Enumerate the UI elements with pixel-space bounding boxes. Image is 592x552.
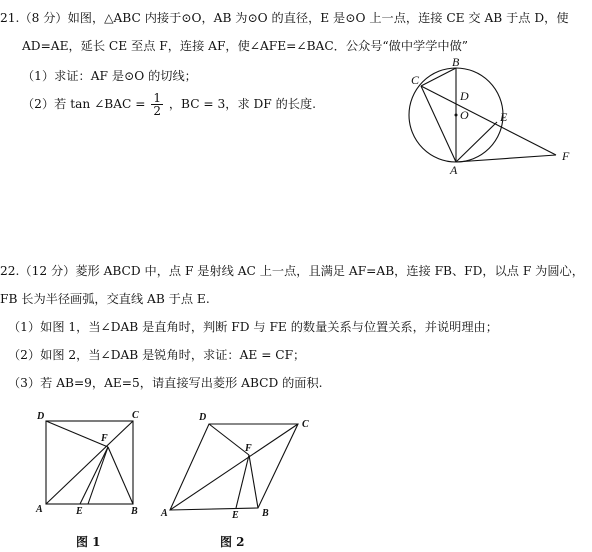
q22-line1: 22.（12 分）菱形 ABCD 中，点 F 是射线 AC 上一点，且满足 AF=AB，连接 FB、FD，以点 F 为圆心， [0,264,584,278]
label-c: C [411,73,420,87]
label-e: E [500,110,508,124]
q21-part2-a: （2）若 tan ∠BAC = [22,97,146,111]
fig2-label-b: B [262,508,269,519]
fig2-label-f: F [245,443,252,454]
q22-line2: FB 长为半径画弧，交直线 AB 于点 E. [0,292,210,306]
segment-fe [236,455,249,508]
q21-part1: （1）求证：AF 是⊙O 的切线； [22,69,197,83]
fig2-label-e: E [232,510,239,521]
fig1-label-a: A [36,504,43,515]
label-a: A [450,163,458,177]
fig1-label-f: F [101,433,108,444]
fig2-label-a: A [161,508,168,519]
label-b: B [452,55,460,69]
segment-fb [249,455,258,508]
fig1-caption: 图 1 [76,535,101,549]
q22-part1: （1）如图 1，当∠DAB 是直角时，判断 FD 与 FE 的数量关系与位置关系，并说明理由； [8,320,498,334]
fig2-label-c: C [302,419,309,430]
fig1-label-b: B [131,506,138,517]
fraction-numerator: 1 [153,91,161,105]
q22-part2: （2）如图 2，当∠DAB 是锐角时，求证：AE = CF； [8,348,306,362]
fig1-label-d: D [37,411,45,422]
fig1-label-e: E [76,506,83,517]
label-f: F [562,149,570,163]
segment-df [209,424,249,455]
q21-line2: AD=AE，延长 CE 至点 F，连接 AF，使∠AFE=∠BAC．公众号“做中学学中做” [22,39,468,53]
q21-part2-b: ，BC = 3，求 DF 的长度. [168,97,317,111]
label-o: O [460,108,469,122]
fraction-denominator: 2 [153,104,161,118]
fig2-caption: 图 2 [220,535,245,549]
fig1-label-c: C [132,410,139,421]
q22-part3: （3）若 AB=9，AE=5，请直接写出菱形 ABCD 的面积. [8,376,323,390]
label-d: D [460,89,469,103]
q21-line1: 21.（8 分）如图，△ABC 内接于⊙O，AB 为⊙O 的直径，E 是⊙O 上一点，连接 CE 交 AB 于点 D，使 [0,11,569,25]
fig2-label-d: D [199,412,207,423]
